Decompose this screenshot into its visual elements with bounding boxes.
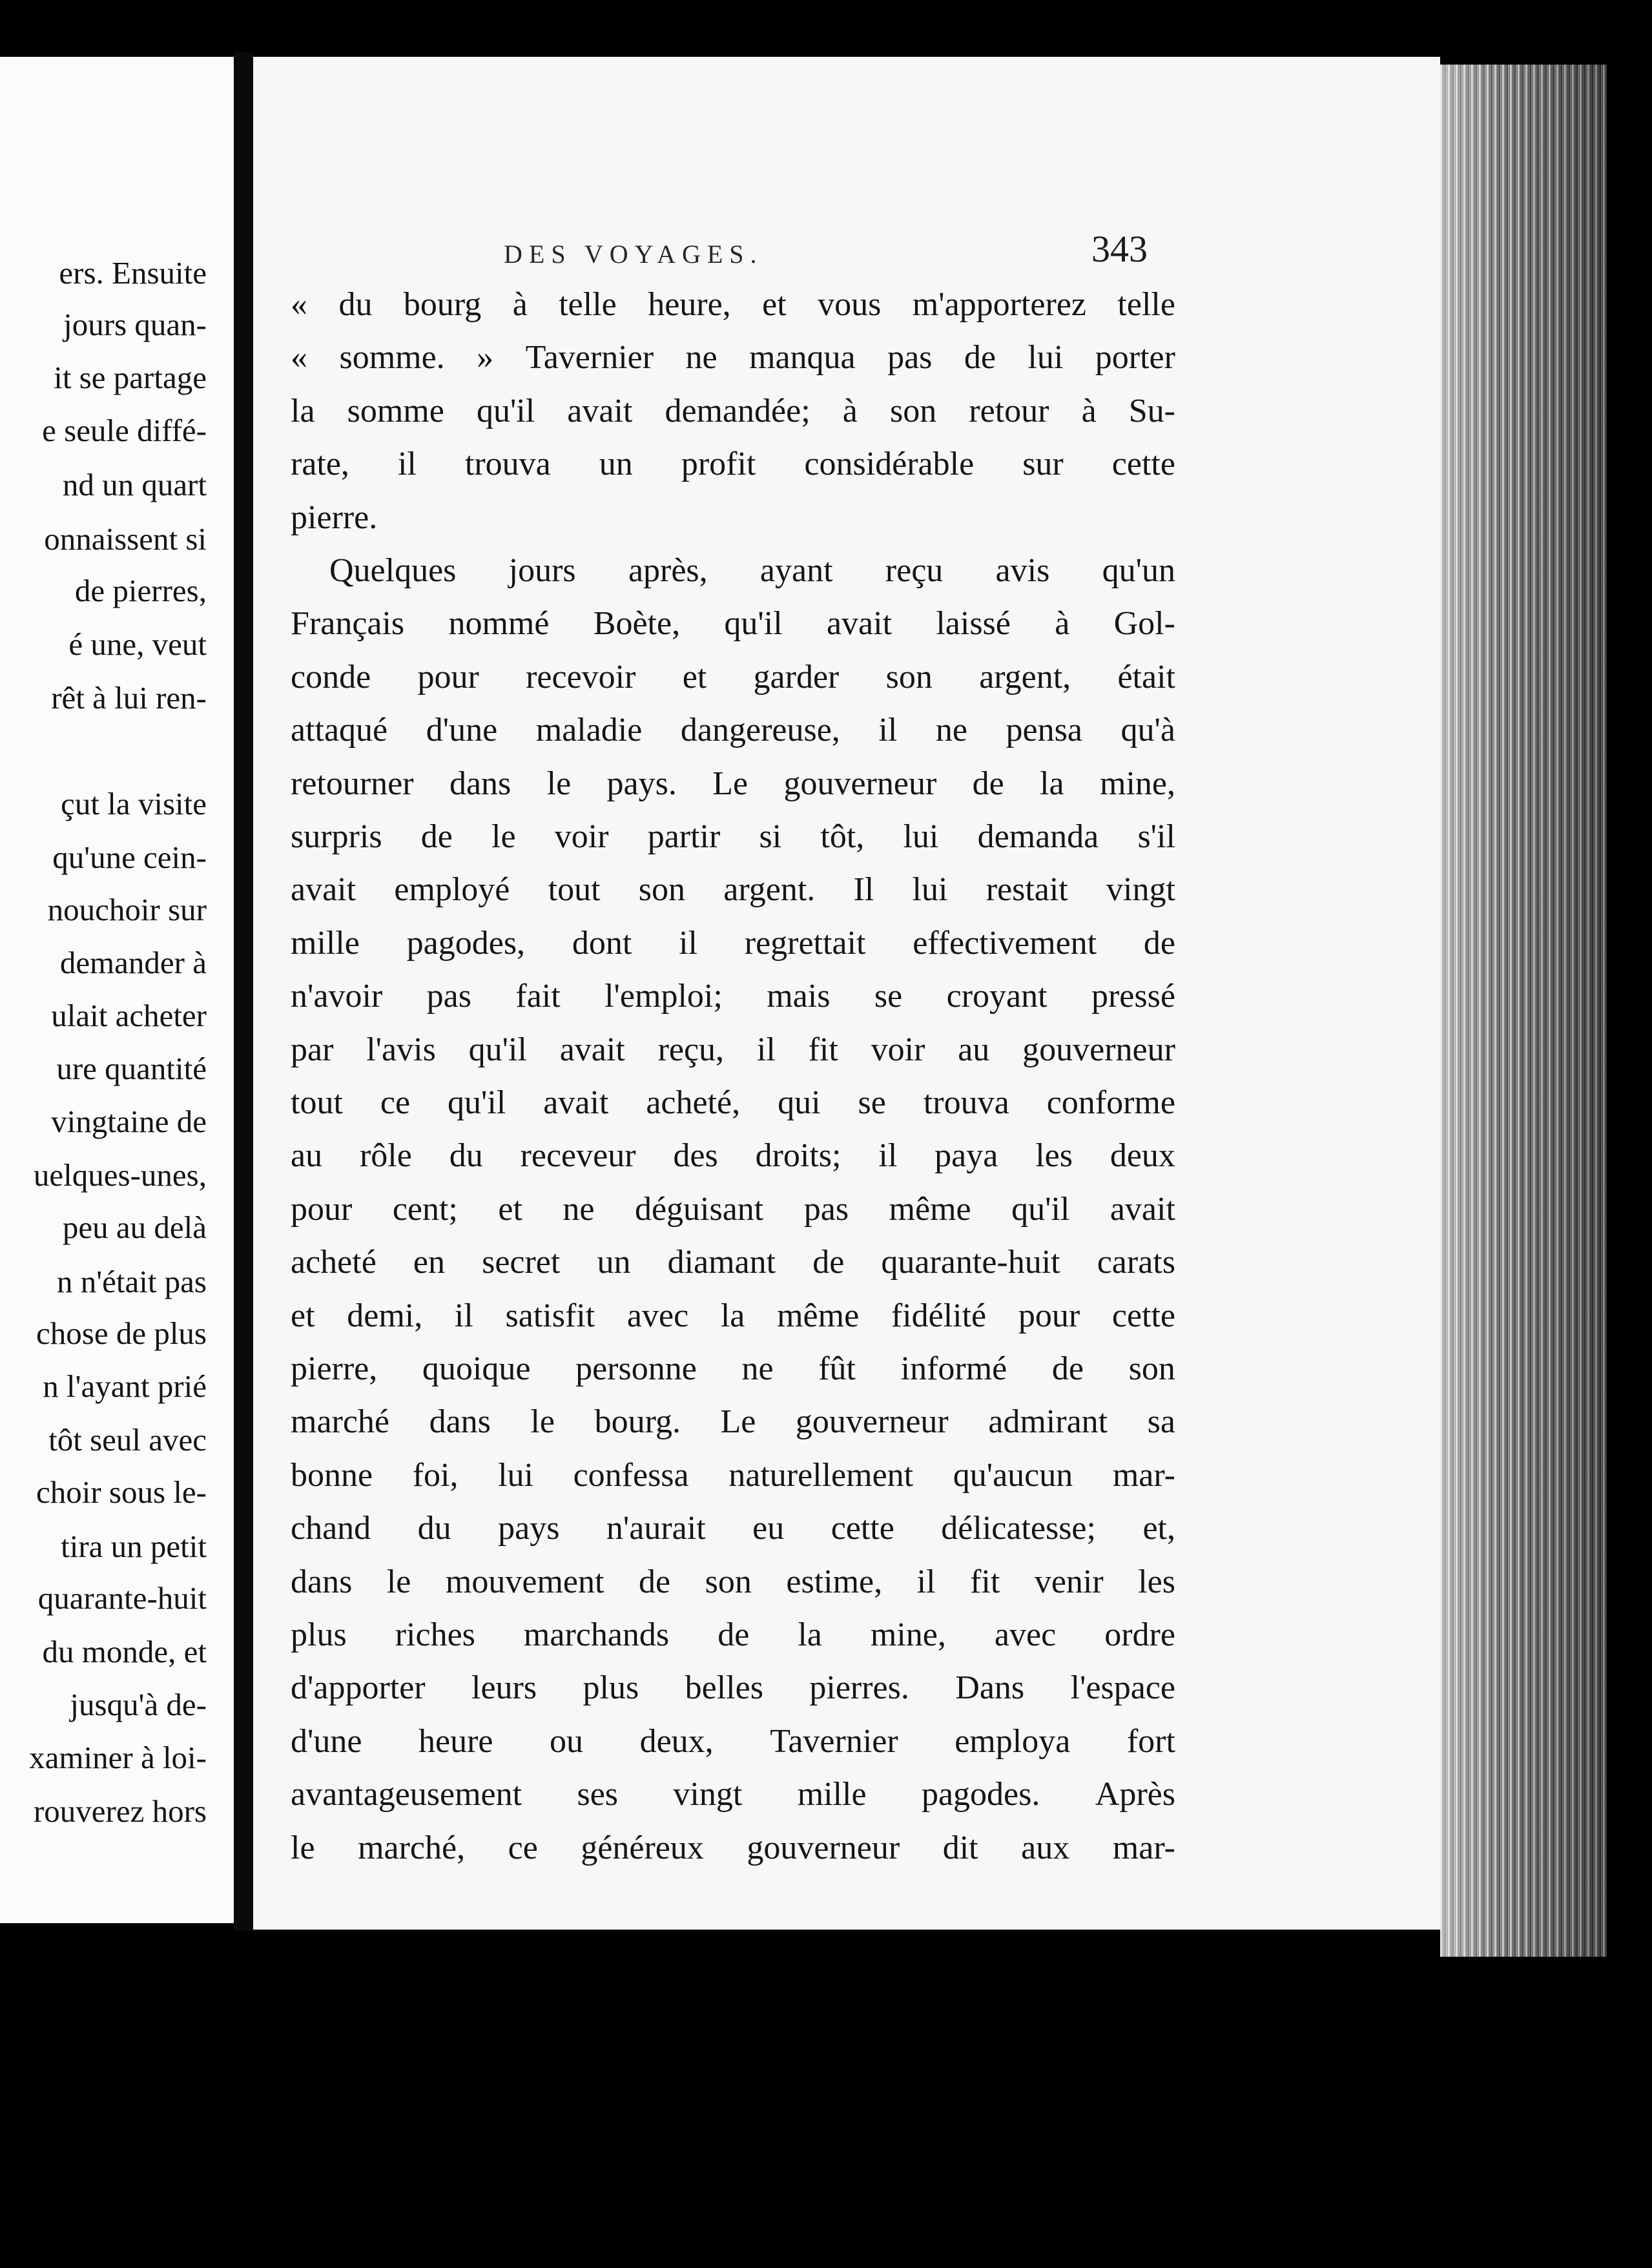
running-head: DES VOYAGES.	[504, 240, 763, 269]
facing-page-line: jours quan-	[63, 307, 207, 342]
body-line: tout ce qu'il avait acheté, qui se trouva conforme	[291, 1084, 1175, 1121]
facing-page-fragment	[0, 57, 234, 1923]
body-line: mille pagodes, dont il regrettait effectivement de	[291, 925, 1175, 962]
book-gutter	[234, 52, 253, 1931]
facing-page-line: onnaissent si	[44, 521, 207, 557]
body-line: « du bourg à telle heure, et vous m'apporterez telle	[291, 286, 1175, 323]
body-line: chand du pays n'aurait eu cette délicatesse; et,	[291, 1510, 1175, 1547]
facing-page-line: nd un quart	[62, 467, 207, 502]
facing-page-line: tira un petit	[61, 1529, 207, 1564]
body-line: retourner dans le pays. Le gouverneur de la mine,	[291, 765, 1175, 802]
body-line: rate, il trouva un profit considérable sur cette	[291, 446, 1175, 482]
facing-page-line: uelques-unes,	[33, 1157, 207, 1193]
body-line: au rôle du receveur des droits; il paya les deux	[291, 1137, 1175, 1174]
body-line: la somme qu'il avait demandée; à son retour à Su-	[291, 393, 1175, 429]
facing-page-line: vingtaine de	[51, 1104, 207, 1139]
facing-page-line: n l'ayant prié	[43, 1368, 207, 1404]
body-line: Français nommé Boète, qu'il avait laissé à Gol-	[291, 605, 1175, 642]
facing-page-line: du monde, et	[42, 1634, 207, 1669]
body-line: bonne foi, lui confessa naturellement qu'aucun mar-	[291, 1457, 1175, 1494]
body-line: pierre.	[291, 499, 378, 536]
facing-page-line: xaminer à loi-	[29, 1740, 207, 1775]
body-line: marché dans le bourg. Le gouverneur admirant sa	[291, 1403, 1175, 1440]
facing-page-line: ure quantité	[56, 1051, 207, 1086]
facing-page-line: quarante-huit	[37, 1580, 207, 1616]
facing-page-line: qu'une cein-	[52, 840, 207, 875]
facing-page-line: demander à	[59, 945, 207, 980]
facing-page-line: çut la visite	[61, 786, 207, 821]
facing-page-line: ers. Ensuite	[59, 255, 207, 291]
facing-page-line: ulait acheter	[51, 998, 207, 1033]
facing-page-line: it se partage	[54, 360, 207, 395]
body-line: conde pour recevoir et garder son argent, était	[291, 659, 1175, 696]
facing-page-line: tôt seul avec	[48, 1422, 207, 1458]
facing-page-line: chose de plus	[36, 1315, 207, 1351]
body-line: « somme. » Tavernier ne manqua pas de lui porter	[291, 339, 1175, 376]
facing-page-line: rêt à lui ren-	[51, 680, 207, 716]
facing-page-line: choir sous le-	[36, 1474, 207, 1510]
body-line: plus riches marchands de la mine, avec ordre	[291, 1616, 1175, 1653]
body-line: dans le mouvement de son estime, il fit venir les	[291, 1563, 1175, 1600]
facing-page-line: de pierres,	[74, 573, 207, 608]
body-line: Quelques jours après, ayant reçu avis qu'un	[329, 552, 1175, 589]
facing-page-line: nouchoir sur	[47, 892, 207, 927]
body-line: par l'avis qu'il avait reçu, il fit voir au gouverneur	[291, 1031, 1175, 1068]
body-line: d'une heure ou deux, Tavernier employa fort	[291, 1723, 1175, 1760]
facing-page-line: n n'était pas	[57, 1264, 207, 1299]
facing-page-line: é une, veut	[68, 626, 207, 662]
body-line: acheté en secret un diamant de quarante-huit carats	[291, 1244, 1175, 1281]
body-line: n'avoir pas fait l'emploi; mais se croyant pressé	[291, 978, 1175, 1015]
body-line: pierre, quoique personne ne fût informé de son	[291, 1350, 1175, 1387]
facing-page-line: jusqu'à de-	[70, 1687, 207, 1722]
body-line: le marché, ce généreux gouverneur dit aux mar-	[291, 1830, 1175, 1866]
body-line: avait employé tout son argent. Il lui restait vingt	[291, 871, 1175, 908]
body-line: avantageusement ses vingt mille pagodes. Après	[291, 1776, 1175, 1813]
facing-page-line: rouverez hors	[33, 1793, 207, 1829]
body-line: d'apporter leurs plus belles pierres. Dans l'espace	[291, 1669, 1175, 1706]
body-line: pour cent; et ne déguisant pas même qu'il avait	[291, 1191, 1175, 1228]
body-line: surpris de le voir partir si tôt, lui demanda s'il	[291, 818, 1175, 855]
page-edges-shade	[1440, 65, 1607, 1957]
body-line: et demi, il satisfit avec la même fidélité pour cette	[291, 1297, 1175, 1334]
body-line: attaqué d'une maladie dangereuse, il ne pensa qu'à	[291, 712, 1175, 748]
page-number: 343	[1091, 228, 1148, 270]
facing-page-line: peu au delà	[62, 1210, 207, 1245]
facing-page-line: e seule diffé-	[42, 413, 207, 448]
